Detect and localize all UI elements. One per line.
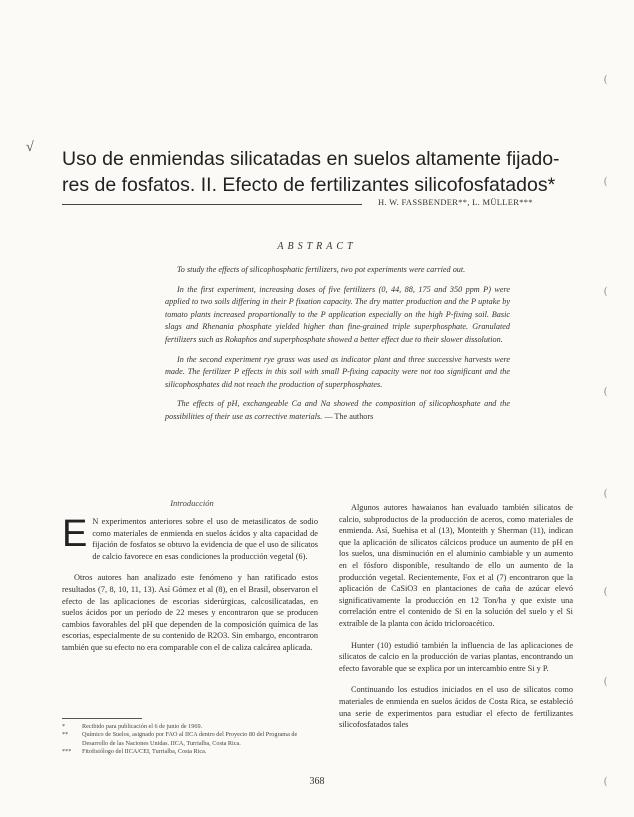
footnote-mark: * (62, 723, 66, 730)
abstract (165, 264, 510, 431)
edge-mark: ( (604, 286, 608, 297)
abstract-paragraph: To study the effects of silicophosphatic fertilizers, two pot experiments were carried out. (177, 265, 466, 274)
abstract-signature: — The authors (324, 411, 374, 421)
intro-paragraph-1 (62, 513, 318, 562)
edge-mark: ( (604, 488, 608, 499)
footnote (62, 748, 302, 756)
drop-cap: E (62, 513, 88, 555)
article-title (62, 146, 582, 198)
edge-mark: ( (604, 586, 608, 597)
footnote-text: Químico de Suelos, asignado por FAO al IICA dentro del Proyecto 80 del Programa de Desarrollo de las Naciones Unidas. IICA, Turrialba, Costa Rica. (82, 731, 298, 747)
authors: H. W. FASSBENDER**, L. MÜLLER*** (378, 197, 533, 207)
footnotes (62, 723, 302, 757)
title-rule (62, 204, 362, 205)
footnote-text: Recibido para publicación el 6 de junio de 1969. (82, 723, 203, 730)
page-number: 368 (309, 776, 325, 787)
left-column (62, 513, 318, 664)
intro-heading: Introducción (170, 498, 214, 508)
footnote-mark: ** (62, 731, 69, 739)
abstract-paragraph: In the first experiment, increasing doses of five fertilizers (0, 44, 88, 175 and 350 ppm P) were applied to two soils differing in their P fixation capacity. The dry matter production and the P uptake by tomato plants increased proportionally to the P application especially on the high P-fixing soil. Basic slags and Rhenania phosphate yielded higher than fine-grained triple superphosphate. Granulated fertilizers such as Rokaphos and superphosphate showed a better effect due to their slower dissolution. (165, 284, 510, 344)
edge-mark: ( (604, 676, 608, 687)
right-paragraph-3: Continuando los estudios iniciados en el uso de silicatos como materiales de enmienda en suelos ácidos de Costa Rica, se estableció una serie de experimentos para estudiar el efecto de fertilizantes silicofosfatados tales (339, 685, 573, 730)
edge-mark: ( (604, 386, 608, 397)
right-paragraph-2: Hunter (10) estudió también la influencia de las aplicaciones de silicatos de calcio en la producción de varias plantas, encontrando un efecto favorable que se explica por un intercambio entre Si y P. (339, 640, 573, 673)
footnote (62, 723, 302, 731)
footnote-mark: *** (62, 748, 72, 756)
edge-mark: ( (604, 176, 608, 187)
right-column (339, 502, 573, 741)
abstract-paragraph (165, 398, 510, 423)
right-paragraph-1: Algunos autores hawaianos han evaluado también silicatos de calcio, subproductos de la producción de aceros, como materiales de enmienda. Así, Suehisa et al (13), Monteith y Sherman (11), indican que la aplicación de silicatos cálcicos produce un aumento de pH en los suelos, una disminución en el aluminio cambiable y un aumento en el fósforo disponible, resultando de ello un aumento de la producción vegetal. Recientemente, Fox et al (7) encontraron que la aplicación de CaSiO3 en plantaciones de caña de azúcar elevó significativamente la producción en 12 Ton/ha y que existe una correlación entre el contenido de Si en la solución del suelo y el Si extraíble de la planta con ácido tricloroacético. (339, 503, 573, 628)
footnote-rule (62, 718, 142, 719)
footnote (62, 731, 302, 748)
abstract-last-text: The effects of pH, exchangeable Ca and Na showed the composition of silicophosphate and the possibilities of their use as corrective materials. (165, 399, 510, 421)
intro-paragraph-2: Otros autores han analizado este fenómeno y han ratificado estos resultados (7, 8, 10, 11, 13). Así Gómez et al (8), en el Brasil, observaron el efecto de las aplicaciones de escorias siderúrgicas, calcosilicatadas, en suelos ácidos por un período de 22 meses y encontraron que se producen cambios favorables del pH que dependen de la composición química de las escorias, especialmente de su contenido de R2O3. Sin embargo, encontraron también que su efecto no era comparable con el de caliza calcárea aplicada. (62, 573, 318, 652)
edge-mark: ( (604, 776, 608, 787)
edge-mark: ( (604, 74, 608, 85)
abstract-heading: ABSTRACT (277, 241, 357, 252)
intro-paragraph-1-text: N experimentos anteriores sobre el uso de metasilicatos de sodio como materiales de enmienda en suelos ácidos y alta capacidad de fijación de fosfatos se obtuvo la evidencia de que el uso de silicatos de calcio favorece en esas condiciones la producción vegetal (6). (92, 517, 318, 561)
abstract-paragraph: In the second experiment rye grass was used as indicator plant and three successive harvests were made. The fertilizer P effects in this soil with small P-fixing capacity were not too significant and the silicophosphates did not reach the production of superphosphates. (165, 354, 510, 389)
title-line-2: res de fosfatos. II. Efecto de fertilizantes silicofosfatados* (62, 174, 556, 196)
title-line-1: Uso de enmiendas silicatadas en suelos altamente fijado- (62, 148, 560, 170)
footnote-text: Fitofisiólogo del IICA/CEI, Turrialba, Costa Rica. (82, 748, 207, 756)
handwritten-check-mark: √ (26, 140, 34, 155)
